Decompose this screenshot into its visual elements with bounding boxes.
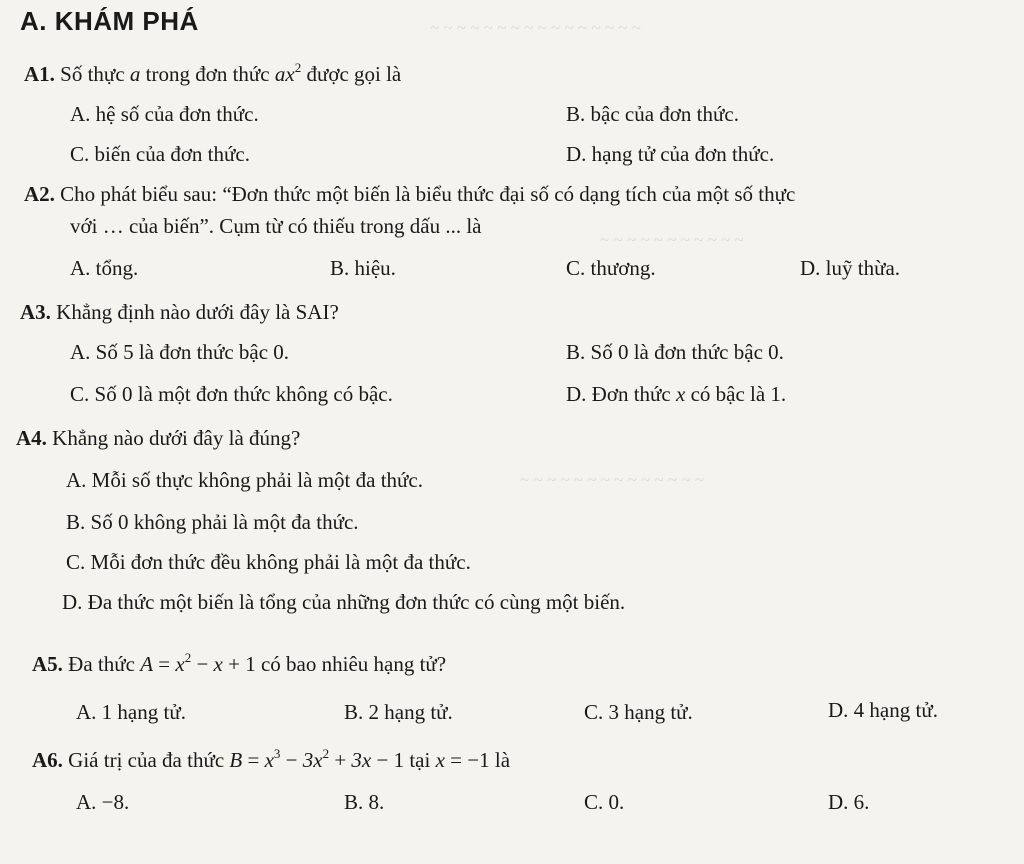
option-d[interactable]: D. Đa thức một biến là tổng của những đơn thức có cùng một biến. bbox=[62, 590, 626, 614]
option-a[interactable]: A. −8. bbox=[76, 790, 130, 814]
option-d[interactable]: D. hạng tử của đơn thức. bbox=[566, 142, 775, 166]
question-a2-stem-continued: với … của biến”. Cụm từ có thiếu trong dấu ... là bbox=[70, 214, 482, 238]
question-number: A4. bbox=[16, 426, 47, 450]
option-b[interactable]: B. 2 hạng tử. bbox=[344, 700, 453, 724]
stem-text: Khẳng định nào dưới đây là SAI? bbox=[56, 300, 339, 324]
option-c[interactable]: C. Số 0 là một đơn thức không có bậc. bbox=[70, 382, 393, 406]
stem-variable: a bbox=[129, 62, 141, 86]
stem-text: Đa thức bbox=[68, 652, 135, 676]
option-d[interactable]: D. luỹ thừa. bbox=[800, 256, 901, 280]
question-a3-stem bbox=[20, 302, 339, 323]
question-number: A6. bbox=[32, 748, 63, 772]
stem-text: có bao nhiêu hạng tử? bbox=[260, 652, 447, 676]
stem-text: là bbox=[494, 748, 511, 772]
question-number: A5. bbox=[32, 652, 63, 676]
option-b[interactable]: B. 8. bbox=[344, 790, 385, 814]
option-b[interactable]: B. bậc của đơn thức. bbox=[566, 102, 739, 126]
question-a1-stem bbox=[24, 60, 402, 86]
option-a[interactable]: A. Số 5 là đơn thức bậc 0. bbox=[70, 340, 290, 364]
option-d[interactable]: D. 4 hạng tử. bbox=[828, 698, 938, 722]
option-a[interactable]: A. Mỗi số thực không phải là một đa thức. bbox=[66, 468, 423, 492]
section-title: A. KHÁM PHÁ bbox=[20, 6, 199, 36]
question-a4-stem bbox=[16, 428, 300, 449]
bleed-through-decoration: ~ ~ ~ ~ ~ ~ ~ ~ ~ ~ ~ ~ ~ ~ ~ ~ bbox=[430, 18, 641, 37]
question-number: A1. bbox=[24, 62, 55, 86]
option-b[interactable]: B. Số 0 không phải là một đa thức. bbox=[66, 510, 359, 534]
condition-math: x = −1 bbox=[435, 748, 490, 772]
bleed-through-decoration: ~ ~ ~ ~ ~ ~ ~ ~ ~ ~ ~ bbox=[600, 230, 744, 249]
option-a[interactable]: A. 1 hạng tử. bbox=[76, 700, 186, 724]
monomial-math: $ax^2$ bbox=[274, 60, 302, 86]
stem-text: Cho phát biểu sau: “Đơn thức một biến là biểu thức đại số có dạng tích của một số thực bbox=[60, 182, 796, 206]
option-c[interactable]: C. 3 hạng tử. bbox=[584, 700, 693, 724]
option-c[interactable]: C. 0. bbox=[584, 790, 625, 814]
stem-text: Số thực bbox=[60, 62, 125, 86]
option-d[interactable]: D. Đơn thức x có bậc là 1. bbox=[566, 382, 787, 406]
option-b[interactable]: B. hiệu. bbox=[330, 256, 396, 280]
stem-text: được gọi là bbox=[306, 62, 402, 86]
question-number: A3. bbox=[20, 300, 51, 324]
option-a[interactable]: A. hệ số của đơn thức. bbox=[70, 102, 259, 126]
option-c[interactable]: C. Mỗi đơn thức đều không phải là một đa thức. bbox=[66, 550, 471, 574]
option-c[interactable]: C. thương. bbox=[566, 256, 656, 280]
stem-text: Giá trị của đa thức bbox=[68, 748, 225, 772]
option-c[interactable]: C. biến của đơn thức. bbox=[70, 142, 250, 166]
question-number: A2. bbox=[24, 182, 55, 206]
question-a2-stem bbox=[24, 184, 795, 205]
bleed-through-decoration: ~ ~ ~ ~ ~ ~ ~ ~ ~ ~ ~ ~ ~ ~ bbox=[520, 470, 705, 489]
option-a[interactable]: A. tổng. bbox=[70, 256, 139, 280]
question-a6-stem bbox=[32, 746, 511, 772]
stem-text: tại bbox=[409, 748, 431, 772]
stem-text: trong đơn thức bbox=[145, 62, 270, 86]
option-b[interactable]: B. Số 0 là đơn thức bậc 0. bbox=[566, 340, 784, 364]
polynomial-math: $A = x^2 - x + 1$ bbox=[140, 650, 256, 676]
question-a5-stem bbox=[32, 650, 447, 676]
option-d[interactable]: D. 6. bbox=[828, 790, 870, 814]
stem-text: Khẳng nào dưới đây là đúng? bbox=[52, 426, 301, 450]
polynomial-math: $B = x^3 - 3x^2 + 3x - 1$ bbox=[229, 746, 405, 772]
